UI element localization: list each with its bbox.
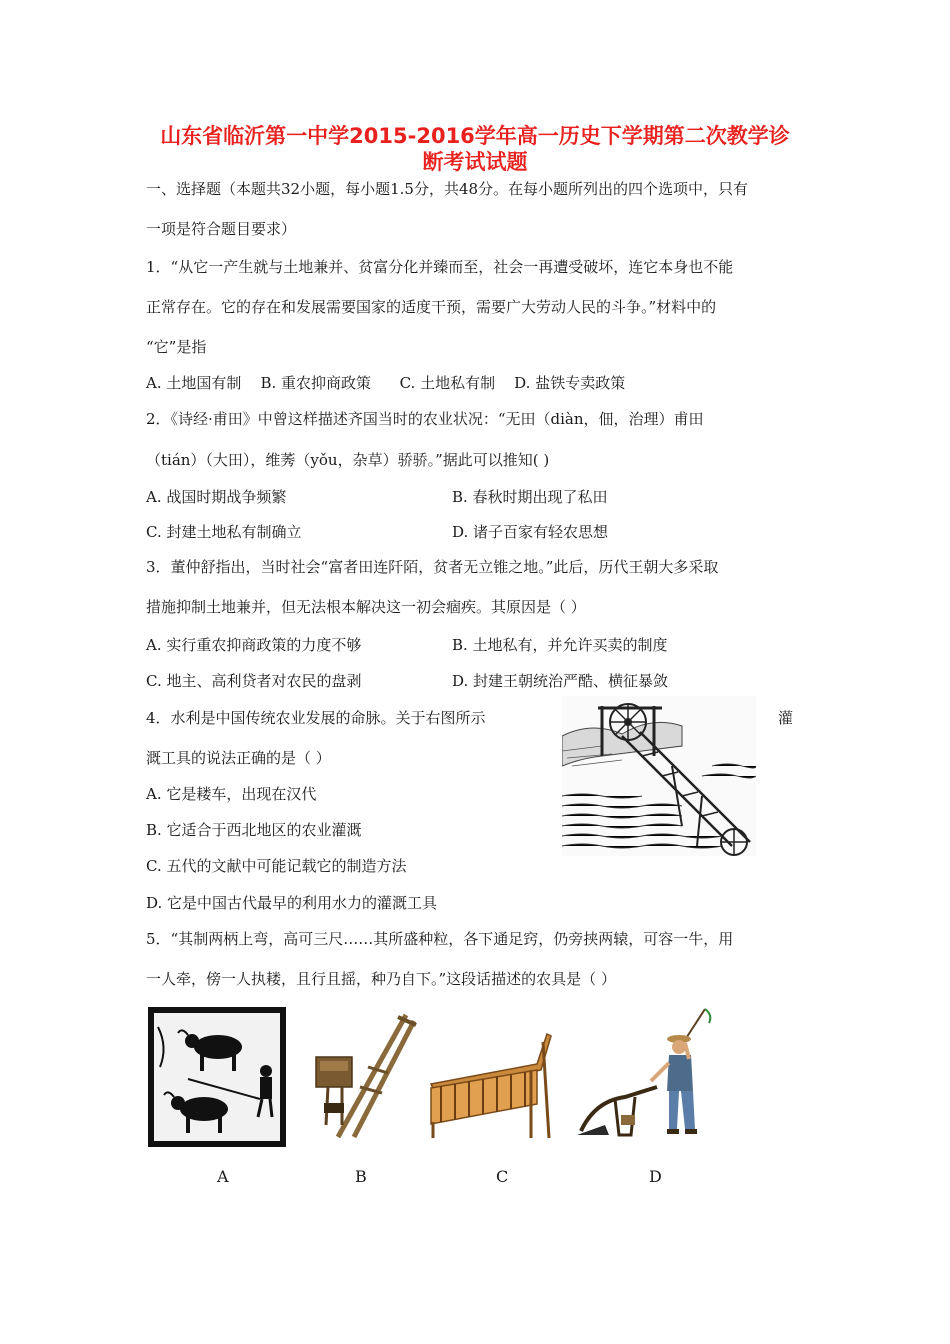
q3-option-d: D. 封建王朝统治严酷、横征暴敛 bbox=[452, 672, 669, 690]
waterwheel-illustration bbox=[562, 696, 756, 856]
q4-option-d: D. 它是中国古代最早的利用水力的灌溉工具 bbox=[146, 894, 438, 912]
q4-option-b: B. 它适合于西北地区的农业灌溉 bbox=[146, 821, 362, 839]
option-b-label: B bbox=[355, 1167, 367, 1186]
exam-title-line2: 断考试试题 bbox=[422, 150, 528, 174]
q3-option-a: A. 实行重农抑商政策的力度不够 bbox=[146, 636, 362, 654]
q5-stem-2: 一人牵，傍一人执耧，且行且摇，种乃自下。”这段话描述的农具是（ ） bbox=[146, 970, 616, 988]
option-c-chain-pump bbox=[427, 1014, 557, 1140]
section-intro: 一、选择题（本题共32小题，每小题1.5分，共48分。在每小题所列出的四个选项中，只有 bbox=[146, 180, 749, 198]
q5-stem-1: 5．“其制两柄上弯，高可三尺……其所盛种粒，各下通足窍，仍旁挟两辕，可容一牛，用 bbox=[146, 930, 734, 948]
q3-option-c: C. 地主、高利贷者对农民的盘剥 bbox=[146, 672, 362, 690]
option-b-seed-drill bbox=[298, 1007, 418, 1143]
q2-option-b: B. 春秋时期出现了私田 bbox=[452, 488, 608, 506]
q4-option-a: A. 它是耧车，出现在汉代 bbox=[146, 785, 317, 803]
q2-option-c: C. 封建土地私有制确立 bbox=[146, 523, 302, 541]
q1-stem-1: 1．“从它一产生就与土地兼并、贫富分化并臻而至，社会一再遭受破坏，连它本身也不能 bbox=[146, 258, 734, 276]
option-a-oxen-rubbing bbox=[148, 1007, 286, 1147]
section-intro-cont: 一项是符合题目要求） bbox=[146, 220, 297, 238]
q2-option-d: D. 诸子百家有轻农思想 bbox=[452, 523, 609, 541]
q1-stem-3: “它”是指 bbox=[146, 338, 207, 356]
exam-title-line1: 山东省临沂第一中学2015-2016学年高一历史下学期第二次教学诊 bbox=[160, 124, 790, 148]
option-d-label: D bbox=[649, 1167, 662, 1186]
q1-options: A. 土地国有制 B. 重农抑商政策 C. 土地私有制 D. 盐铁专卖政策 bbox=[146, 374, 626, 392]
option-c-label: C bbox=[496, 1167, 509, 1186]
q4-stem-2: 溉工具的说法正确的是（ ） bbox=[146, 749, 331, 767]
q4-stem-1: 4．水利是中国传统农业发展的命脉。关于右图所示 bbox=[146, 709, 486, 727]
q1-stem-2: 正常存在。它的存在和发展需要国家的适度干预，需要广大劳动人民的斗争。”材料中的 bbox=[146, 298, 717, 316]
q4-stem-1-end: 灌 bbox=[778, 709, 794, 727]
q3-stem-1: 3．董仲舒指出，当时社会“富者田连阡陌，贫者无立锥之地。”此后，历代王朝大多采取 bbox=[146, 558, 719, 576]
option-a-label: A bbox=[217, 1167, 229, 1186]
q2-stem-1: 2．《诗经·甫田》中曾这样描述齐国当时的农业状况：“无田（diàn，佃，治理）甫田 bbox=[146, 410, 704, 428]
option-d-farmer-plough bbox=[575, 1005, 725, 1145]
q3-stem-2: 措施抑制土地兼并，但无法根本解决这一初会痼疾。其原因是（ ） bbox=[146, 598, 586, 616]
q3-option-b: B. 土地私有，并允许买卖的制度 bbox=[452, 636, 668, 654]
q2-option-a: A. 战国时期战争频繁 bbox=[146, 488, 287, 506]
q2-stem-2: （tián）（大田），维莠（yǒu，杂草）骄骄。”据此可以推知( ) bbox=[146, 451, 550, 469]
q4-option-c: C. 五代的文献中可能记载它的制造方法 bbox=[146, 857, 407, 875]
